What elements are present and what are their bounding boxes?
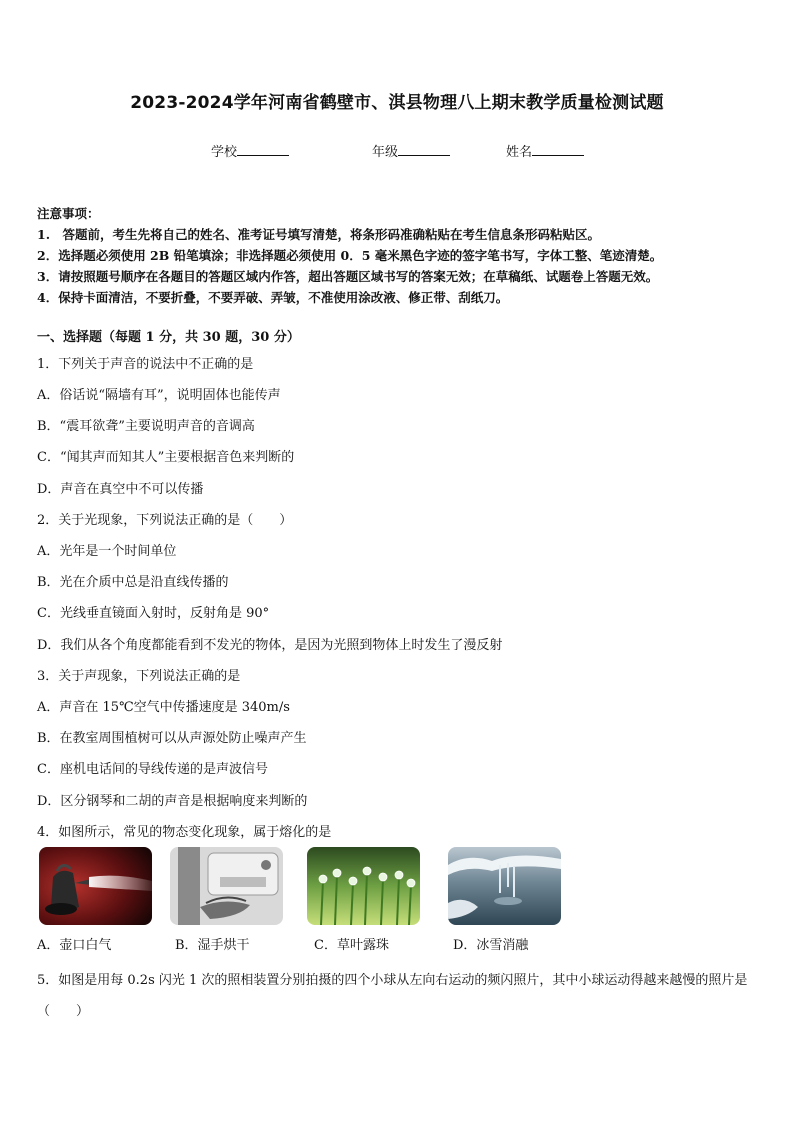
grass-dew-image (307, 847, 420, 925)
figure-caption-d: D．冰雪消融 (453, 938, 529, 953)
question-stem: 2．关于光现象，下列说法正确的是（ ） (37, 513, 293, 528)
section-title: 一、选择题（每题 1 分，共 30 题，30 分） (37, 330, 300, 345)
figure-caption-b: B．湿手烘干 (175, 938, 250, 953)
option-c: C．光线垂直镜面入射时，反射角是 90° (37, 606, 270, 621)
option-d: D．声音在真空中不可以传播 (37, 482, 204, 497)
name-label: 姓名 (506, 145, 533, 160)
option-d: D．区分钢琴和二胡的声音是根据响度来判断的 (37, 794, 308, 809)
notice-item: 2．选择题必须使用 2B 铅笔填涂；非选择题必须使用 0．5 毫米黑色字迹的签字笔书写，字体工整、笔迹清楚。 (37, 248, 663, 263)
school-label: 学校 (211, 145, 238, 160)
question-stem: 3．关于声现象，下列说法正确的是 (37, 669, 241, 684)
school-blank (237, 143, 289, 156)
figure-caption-a: A．壶口白气 (37, 938, 112, 953)
grade-label: 年级 (372, 145, 399, 160)
notice-item: 4．保持卡面清洁，不要折叠，不要弄破、弄皱，不准使用涂改液、修正带、刮纸刀。 (37, 290, 509, 305)
option-d: D．我们从各个角度都能看到不发光的物体，是因为光照到物体上时发生了漫反射 (37, 638, 503, 653)
option-b: B．光在介质中总是沿直线传播的 (37, 575, 229, 590)
option-a: A．光年是一个时间单位 (37, 544, 177, 559)
option-c: C．“闻其声而知其人”主要根据音色来判断的 (37, 450, 295, 465)
notice-heading: 注意事项： (37, 206, 100, 221)
page-title: 2023-2024学年河南省鹤壁市、淇县物理八上期末教学质量检测试题 (130, 93, 664, 113)
question-stem: 1．下列关于声音的说法中不正确的是 (37, 357, 254, 372)
school-field (211, 141, 289, 160)
option-b: B．“震耳欲聋”主要说明声音的音调高 (37, 419, 255, 434)
hand-dryer-image (170, 847, 283, 925)
name-field (506, 141, 584, 160)
grade-field (372, 141, 450, 160)
question-figures (39, 847, 569, 927)
grade-blank (398, 143, 450, 156)
question-stem: 5．如图是用每 0.2s 闪光 1 次的照相装置分别拍摄的四个小球从左向右运动的频闪照片，其中小球运动得越来越慢的照片是（ ） (37, 973, 748, 1019)
figure-caption-c: C．草叶露珠 (314, 938, 389, 953)
question-stem: 4．如图所示，常见的物态变化现象，属于熔化的是 (37, 825, 332, 840)
notice-item: 3．请按照题号顺序在各题目的答题区域内作答，超出答题区域书写的答案无效；在草稿纸、试题卷上答题无效。 (37, 269, 659, 284)
kettle-steam-image (39, 847, 152, 925)
option-c: C．座机电话间的导线传递的是声波信号 (37, 762, 268, 777)
notice-block (37, 203, 767, 308)
notice-item: 1. 答题前，考生先将自己的姓名、准考证号填写清楚，将条形码准确粘贴在考生信息条形码粘贴区。 (37, 227, 601, 242)
name-blank (532, 143, 584, 156)
melting-ice-image (448, 847, 561, 925)
option-a: A．俗话说“隔墙有耳”，说明固体也能传声 (37, 388, 281, 403)
option-b: B．在教室周围植树可以从声源处防止噪声产生 (37, 731, 307, 746)
option-a: A．声音在 15℃空气中传播速度是 340m/s (37, 700, 290, 715)
